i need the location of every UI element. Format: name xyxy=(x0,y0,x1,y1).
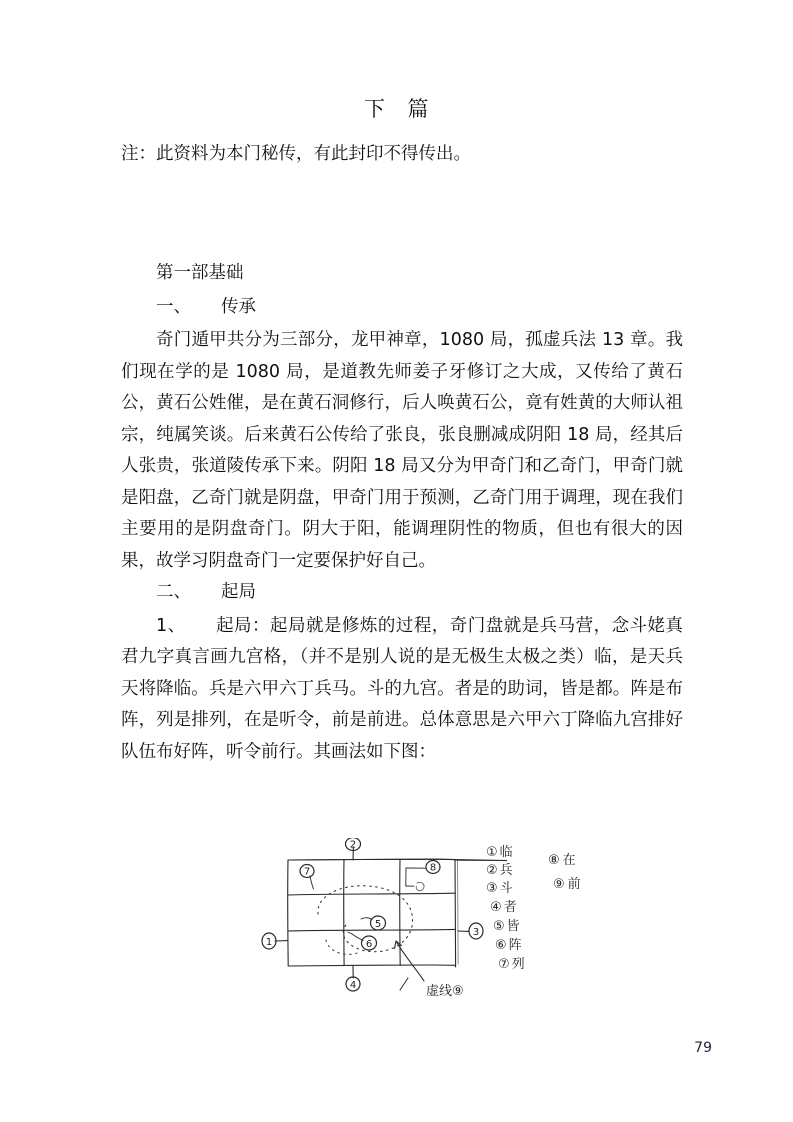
page-number: 79 xyxy=(694,1040,712,1056)
grid-marker-center xyxy=(371,916,386,930)
legend-item-2 xyxy=(486,863,513,878)
legend-label-8: 在 xyxy=(562,853,576,868)
grid-marker-upper-left xyxy=(300,865,314,878)
legend-item-4 xyxy=(490,899,517,915)
legend-label-4: 者 xyxy=(503,900,517,915)
svg-text:4: 4 xyxy=(349,980,357,991)
section-one-number: 一、 xyxy=(156,296,191,317)
grid-marker-top xyxy=(346,838,361,851)
grid-marker-lower-center xyxy=(362,936,377,950)
paragraph-transmission: 奇门遁甲共分为三部分，龙甲神章，1080 局，孤虚兵法 13 章。我们现在学的是 1080 局，是道教先师姜子牙修订之大成，又传给了黄石公，黄石公姓催，是在黄石洞修行，后人唤黄石公，竟有姓黄的大师认祖宗，纯属笑谈。后来黄石公传给了张良，张良删减成阴阳 18 局，经其后人张贵，张道陵传承下来。阴阳 18 局又分为甲奇门和乙奇门，甲奇门就是阳盘，乙奇门就是阴盘，甲奇门用于预测，乙奇门用于调理，现在我们主要用的是阴盘奇门。阴大于阳，能调理阴性的物质，但也有很大的因果，故学习阴盘奇门一定要保护好自己。 xyxy=(121,330,683,571)
section-one-heading xyxy=(121,292,683,324)
page-title-right: 篇 xyxy=(407,97,429,121)
legend-marker-2: ② xyxy=(486,863,498,878)
legend-label-7: 列 xyxy=(511,957,525,972)
svg-text:2: 2 xyxy=(349,839,357,851)
legend-marker-1: ① xyxy=(486,845,498,860)
legend-label-5: 皆 xyxy=(506,919,520,934)
diagram-legend xyxy=(486,844,525,972)
legend-marker-9: ⑨ xyxy=(553,877,565,892)
legend-item-1 xyxy=(486,844,513,860)
page-title-left: 下 xyxy=(364,97,386,121)
grid-marker-left xyxy=(262,933,276,949)
svg-text:1: 1 xyxy=(265,937,273,948)
section-one-title: 传承 xyxy=(221,296,256,317)
grid-marker-bottom xyxy=(346,977,360,991)
dotted-line-caption xyxy=(426,983,464,999)
hand-drawn-diagram xyxy=(248,838,588,1013)
legend-item-6 xyxy=(495,938,522,953)
section-two-number: 二、 xyxy=(156,582,191,602)
dotted-line-caption-text: 虚线⑨ xyxy=(426,984,464,999)
legend-label-2: 兵 xyxy=(499,863,513,878)
legend-marker-6: ⑥ xyxy=(495,938,507,953)
legend-marker-3: ③ xyxy=(486,881,498,896)
legend-marker-8: ⑧ xyxy=(548,853,560,868)
legend-marker-4: ④ xyxy=(490,900,502,915)
legend-marker-5: ⑤ xyxy=(493,919,505,934)
legend-label-6: 阵 xyxy=(508,938,522,953)
svg-text:8: 8 xyxy=(429,862,437,874)
section-two-heading xyxy=(121,577,683,609)
part-heading: 第一部基础 xyxy=(156,263,244,283)
legend-item-8 xyxy=(548,853,576,868)
grid-marker-upper-right xyxy=(426,861,440,874)
svg-text:3: 3 xyxy=(472,927,480,938)
legend-label-9: 前 xyxy=(567,877,581,892)
legend-item-7 xyxy=(498,956,525,972)
confidentiality-note: 注：此资料为本门秘传，有此封印不得传出。 xyxy=(121,144,471,164)
legend-marker-7: ⑦ xyxy=(498,957,510,972)
page-title xyxy=(0,93,793,123)
section-two-title: 起局 xyxy=(221,582,256,602)
svg-text:5: 5 xyxy=(374,919,382,930)
body-content xyxy=(121,258,683,768)
item-one xyxy=(121,611,683,769)
diagram-legend-right xyxy=(548,853,581,892)
legend-label-1: 临 xyxy=(499,845,513,860)
legend-label-3: 斗 xyxy=(499,881,513,896)
legend-item-9 xyxy=(553,877,581,892)
svg-text:7: 7 xyxy=(303,866,311,878)
item-one-text: 起局：起局就是修炼的过程，奇门盘就是兵马营，念斗姥真君九字真言画九宫格，（并不是别人说的是无极生太极之类）临，是天兵天将降临。兵是六甲六丁兵马。斗的九宫。者是的助词，皆是都。阵是布阵，列是排列，在是听令，前是前进。总体意思是六甲六丁降临九宫排好队伍布好阵，听令前行。其画法如下图： xyxy=(121,615,683,762)
legend-item-3 xyxy=(486,880,513,896)
legend-item-5 xyxy=(493,918,520,934)
item-one-number: 1、 xyxy=(156,615,186,636)
svg-text:6: 6 xyxy=(365,939,373,950)
grid-marker-right xyxy=(469,923,483,939)
